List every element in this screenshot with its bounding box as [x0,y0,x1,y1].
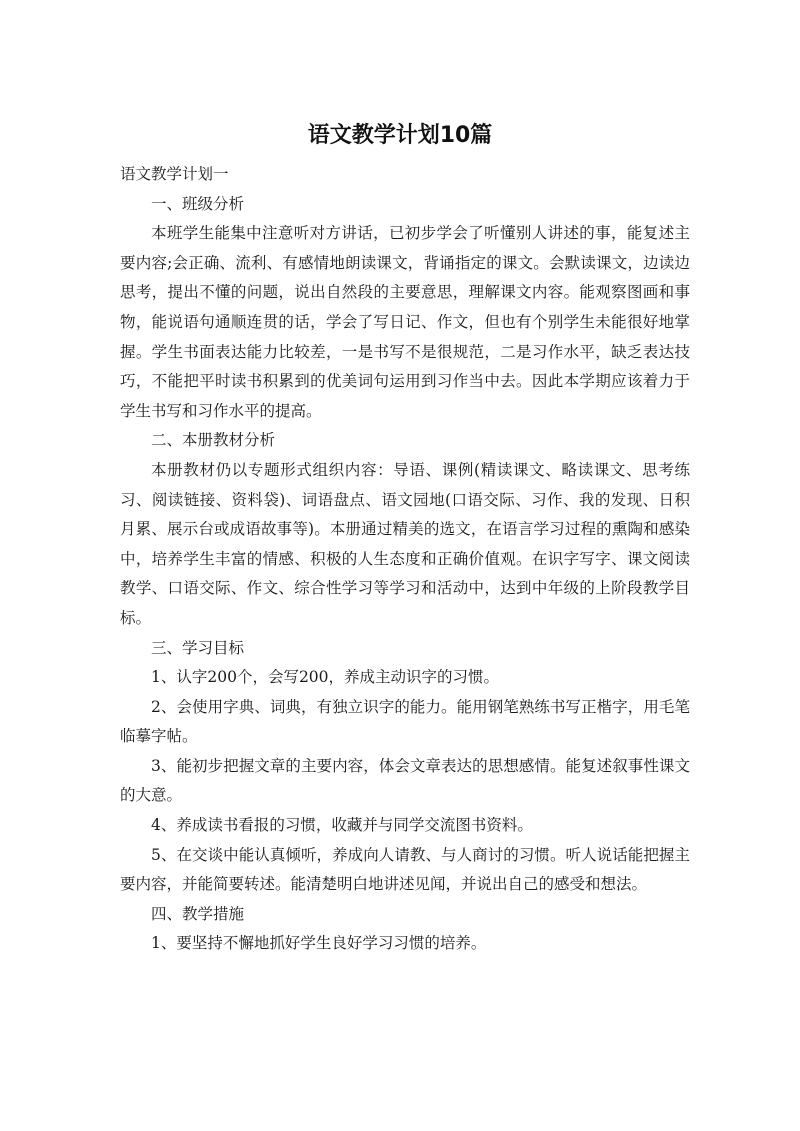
measure-item: 1、要坚持不懈地抓好学生良好学习习惯的培养。 [151,934,487,953]
paragraph-class-analysis: 本班学生能集中注意听对方讲话，已初步学会了听懂别人讲述的事，能复述主要内容;会正确、流利、有感情地朗读课文，背诵指定的课文。会默读课文，边读边思考，提出不懂的问题，说出自然段的主要意思，理解课文内容。能观察图画和事物，能说语句通顺连贯的话，学会了写日记、作文，但也有个别学生未能很好地掌握。学生书面表达能力比较差，一是书写不是很规范，二是习作水平，缺乏表达技巧，不能把平时读书积累到的优美词句运用到习作当中去。因此本学期应该着力于学生书写和习作水平的提高。 [120,224,690,420]
section-heading-learning-goals: 三、学习目标 [151,638,245,657]
plan-subtitle: 语文教学计划一 [120,165,229,183]
document-body [120,160,690,959]
section-heading-teaching-measures: 四、教学措施 [151,904,245,923]
document-title: 语文教学计划10篇 [307,123,493,148]
goal-item: 3、能初步把握文章的主要内容，体会文章表达的思想感情。能复述叙事性课文的大意。 [120,756,690,805]
paragraph-textbook-analysis: 本册教材仍以专题形式组织内容：导语、课例(精读课文、略读课文、思考练习、阅读链接、资料袋)、词语盘点、语文园地(口语交际、习作、我的发现、日积月累、展示台或成语故事等)。本册通过精美的选文，在语言学习过程的熏陶和感染中，培养学生丰富的情感、积极的人生态度和正确价值观。在识字写字、课文阅读教学、口语交际、作文、综合性学习等学习和活动中，达到中年级的上阶段教学目标。 [120,460,690,627]
section-heading-textbook-analysis: 二、本册教材分析 [151,431,276,450]
goal-item: 4、养成读书看报的习惯，收藏并与同学交流图书资料。 [151,816,533,835]
section-heading-class-analysis: 一、班级分析 [151,194,245,213]
goal-item: 2、会使用字典、词典，有独立识字的能力。能用钢笔熟练书写正楷字，用毛笔临摹字帖。 [120,697,690,746]
goal-item: 1、认字200个，会写200，养成主动识字的习惯。 [151,668,500,687]
goal-item: 5、在交谈中能认真倾听，养成向人请教、与人商讨的习惯。听人说话能把握主要内容，并能简要转述。能清楚明白地讲述见闻，并说出自己的感受和想法。 [120,845,690,894]
